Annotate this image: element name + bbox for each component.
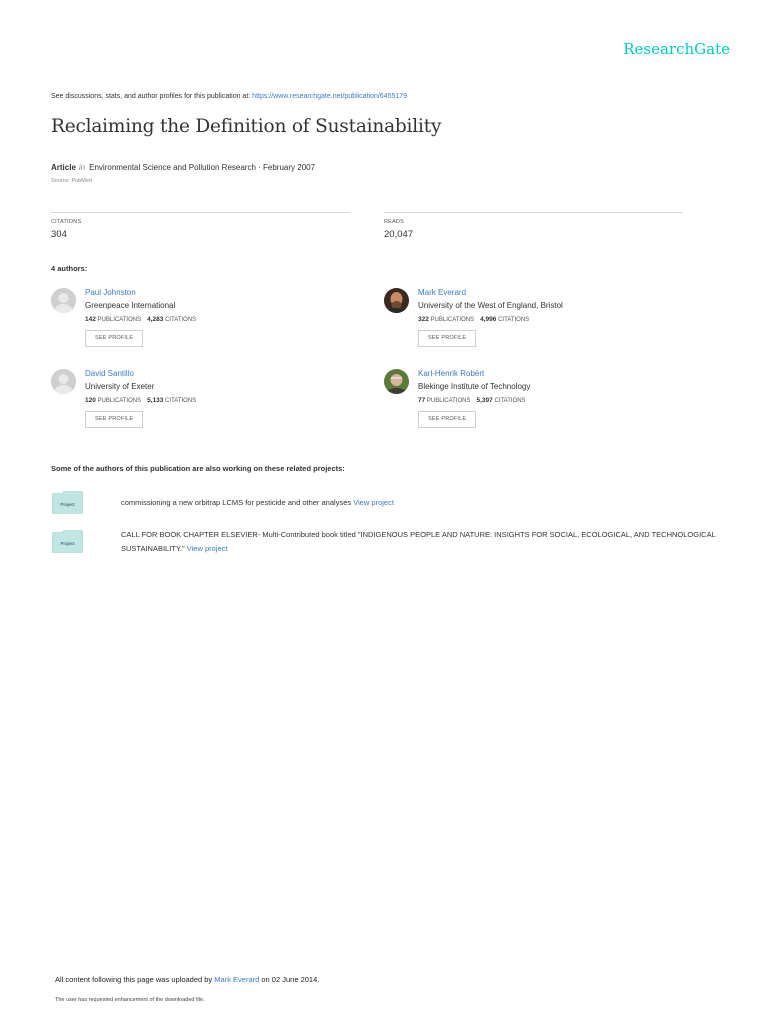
researchgate-logo[interactable]: ResearchGate	[623, 40, 730, 58]
author-institution: Blekinge Institute of Technology	[418, 382, 531, 391]
view-project-link[interactable]: View project	[353, 498, 394, 507]
publication-url-link[interactable]: https://www.researchgate.net/publication/6455179	[252, 93, 408, 100]
publication-venue: Environmental Science and Pollution Research · February 2007	[89, 163, 316, 172]
author-stats	[85, 397, 196, 405]
see-profile-button[interactable]: SEE PROFILE	[418, 411, 476, 428]
in-word: in	[78, 163, 86, 172]
discussion-notice	[51, 93, 407, 100]
enhancement-note: The user has requested enhancement of the downloaded file.	[55, 997, 205, 1003]
citations-label: CITATIONS	[165, 398, 197, 404]
publications-label: PUBLICATIONS	[97, 317, 142, 323]
author-citations-count: 4,996	[480, 316, 497, 323]
author-stats	[418, 316, 563, 324]
author-card	[51, 288, 351, 358]
project-folder-icon[interactable]	[52, 530, 82, 552]
author-card	[384, 369, 684, 439]
author-publications-count: 77	[418, 397, 426, 404]
project-title-line2: SUSTAINABILITY."	[121, 544, 187, 553]
author-name-link[interactable]: Mark Everard	[418, 288, 467, 297]
see-profile-button[interactable]: SEE PROFILE	[418, 330, 476, 347]
project-item	[121, 528, 721, 556]
author-name-link[interactable]: Karl-Henrik Robèrt	[418, 369, 485, 378]
avatar-photo-icon[interactable]	[384, 288, 409, 313]
project-item	[121, 496, 394, 510]
citations-label: CITATIONS	[51, 219, 82, 225]
author-publications-count: 322	[418, 316, 429, 323]
author-stats	[418, 397, 530, 405]
see-profile-button[interactable]: SEE PROFILE	[85, 330, 143, 347]
project-badge-label: Project	[60, 541, 75, 546]
citations-label: CITATIONS	[498, 317, 530, 323]
view-project-link[interactable]: View project	[186, 544, 228, 553]
author-citations-count: 4,283	[147, 316, 164, 323]
publications-label: PUBLICATIONS	[426, 398, 471, 404]
reads-label: READS	[384, 219, 404, 225]
publications-label: PUBLICATIONS	[97, 398, 142, 404]
author-stats	[85, 316, 196, 324]
project-title: commissioning a new orbitrap LCMS for pesticide and other analyses	[121, 498, 354, 507]
author-name-link[interactable]: Paul Johnston	[85, 288, 136, 297]
publication-type: Article	[51, 163, 76, 172]
avatar-placeholder-icon[interactable]	[51, 369, 76, 394]
author-publications-count: 120	[85, 397, 96, 404]
uploader-link[interactable]: Mark Everard	[214, 975, 260, 984]
publication-source: Source: PubMed	[51, 178, 92, 184]
author-card	[51, 369, 351, 439]
upload-prefix: All content following this page was uploaded by	[55, 975, 215, 984]
author-institution: University of Exeter	[85, 382, 155, 391]
citations-label: CITATIONS	[494, 398, 526, 404]
author-institution: Greenpeace International	[85, 301, 176, 310]
project-folder-icon[interactable]	[52, 491, 82, 513]
upload-notice	[55, 975, 319, 984]
citations-label: CITATIONS	[165, 317, 197, 323]
project-title-line1: CALL FOR BOOK CHAPTER ELSEVIER- Multi-Contributed book titled "INDIGENOUS PEOPLE AND NATURE: INSIGHTS FOR SOCIAL, ECOLOGICAL, AND TECHNOLOGICAL	[121, 530, 716, 539]
upload-suffix: on 02 June 2014.	[259, 975, 320, 984]
author-institution: University of the West of England, Bristol	[418, 301, 563, 310]
avatar-placeholder-icon[interactable]	[51, 288, 76, 313]
citations-value: 304	[51, 229, 67, 240]
reads-stat	[384, 212, 683, 240]
publications-label: PUBLICATIONS	[430, 317, 475, 323]
reads-value: 20,047	[384, 229, 414, 240]
publication-meta	[51, 163, 315, 172]
discussion-text: See discussions, stats, and author profiles for this publication at:	[51, 93, 253, 100]
citations-stat	[51, 212, 350, 240]
author-card	[384, 288, 684, 358]
publication-title: Reclaiming the Definition of Sustainability	[51, 116, 442, 137]
authors-heading: 4 authors:	[51, 264, 88, 273]
author-publications-count: 142	[85, 316, 96, 323]
author-name-link[interactable]: David Santillo	[85, 369, 134, 378]
author-citations-count: 5,133	[147, 397, 164, 404]
author-citations-count: 5,397	[476, 397, 493, 404]
avatar-photo-icon[interactable]	[384, 369, 409, 394]
project-badge-label: Project	[60, 502, 75, 507]
see-profile-button[interactable]: SEE PROFILE	[85, 411, 143, 428]
related-projects-heading: Some of the authors of this publication are also working on these related projects:	[51, 464, 345, 473]
